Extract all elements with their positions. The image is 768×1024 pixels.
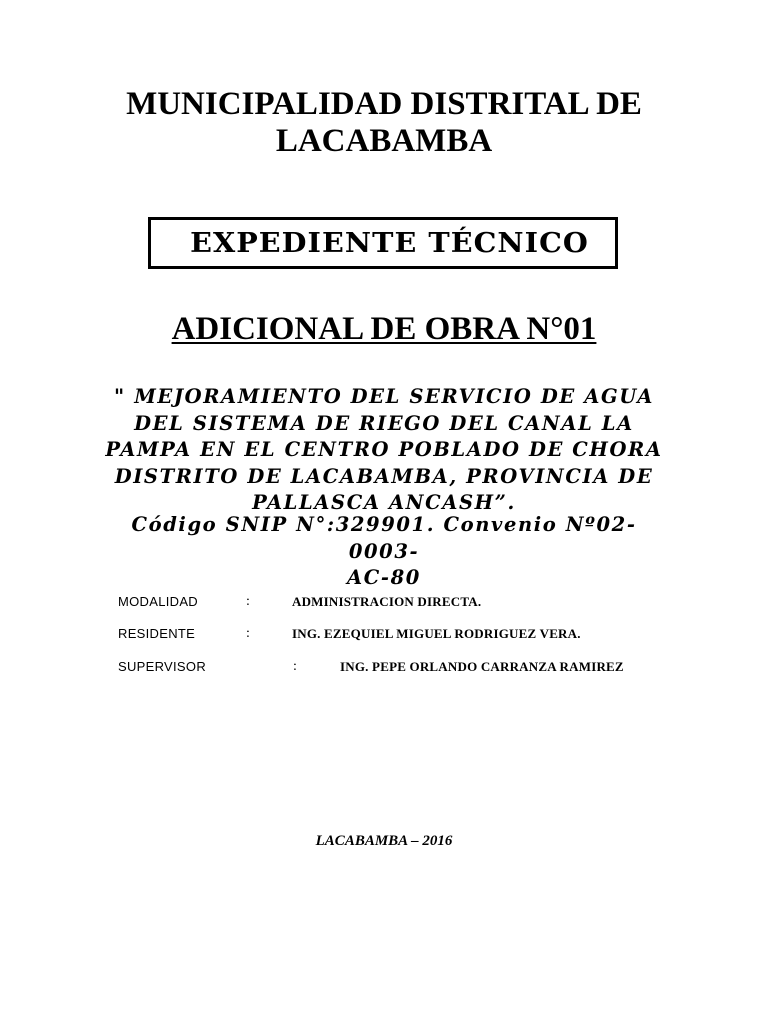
detail-separator: : [293,659,297,674]
project-name-line: " MEJORAMIENTO DEL SERVICIO DE AGUA [114,385,654,408]
place-and-year: LACABAMBA – 2016 [315,833,453,849]
document-type-label: EXPEDIENTE TÉCNICO [189,227,589,259]
detail-row-resident [118,624,678,644]
project-name-line: DISTRITO DE LACABAMBA, PROVINCIA DE [114,464,654,488]
document-type-box [148,217,618,269]
project-name [100,384,668,517]
addition-title [0,309,768,349]
detail-key: MODALIDAD [118,594,198,609]
detail-value: ING. PEPE ORLANDO CARRANZA RAMIREZ [340,659,624,674]
detail-row-supervisor [118,657,678,677]
project-code-line: Código SNIP N°:329901. Convenio Nº02-0003- [131,513,637,563]
project-name-line: DEL SISTEMA DE RIEGO DEL CANAL LA [134,411,634,435]
project-name-line: PAMPA EN EL CENTRO POBLADO DE CHORA [105,438,663,461]
project-code-line: AC-80 [347,566,421,589]
detail-value: ADMINISTRACION DIRECTA. [292,594,482,609]
page-title [0,86,768,160]
detail-row-modality [118,592,678,612]
municipality-name-line-1: MUNICIPALIDAD DISTRITAL DE [126,86,642,122]
detail-key: SUPERVISOR [118,659,207,674]
detail-separator: : [246,626,250,641]
project-name-line: PALLASCA ANCASH”. [252,491,516,514]
detail-value: ING. EZEQUIEL MIGUEL RODRIGUEZ VERA. [292,626,581,641]
municipality-name-line-2: LACABAMBA [275,123,493,159]
detail-separator: : [246,594,250,609]
project-code [100,512,668,592]
detail-key: RESIDENTE [118,626,196,641]
addition-title-text: ADICIONAL DE OBRA N°01 [171,311,597,347]
